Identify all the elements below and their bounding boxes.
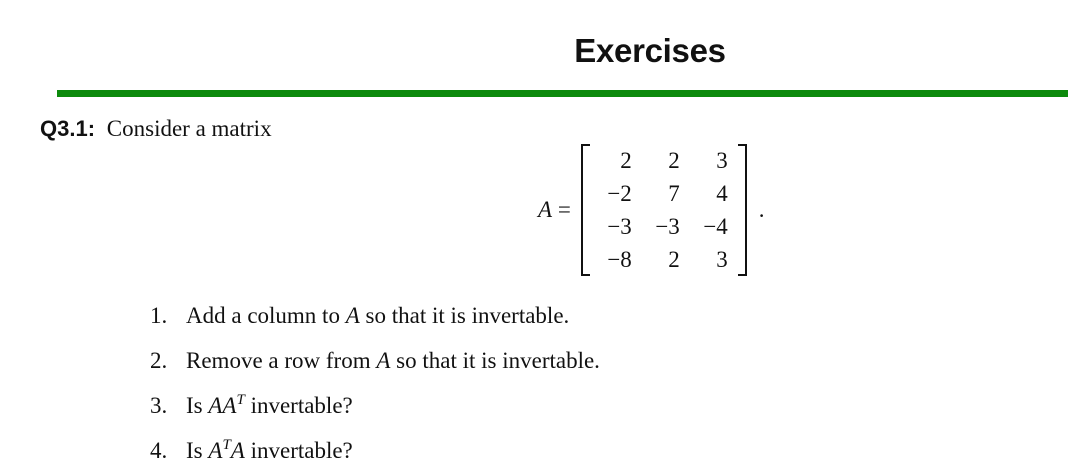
matrix-cell: 7 (668, 181, 680, 206)
question-label: Q3.1: (40, 116, 96, 141)
matrix-cell: 2 (668, 148, 680, 173)
item-number: 1. (150, 303, 168, 328)
item-superscript: T (222, 437, 231, 453)
item-text-pre: Is (186, 393, 209, 418)
left-bracket (581, 144, 590, 276)
equation-lhs (538, 197, 571, 223)
item-number: 2. (150, 348, 168, 373)
item-text-post: so that it is invertable. (390, 348, 600, 373)
matrix-cell: 4 (716, 181, 728, 206)
matrix-row (592, 177, 736, 210)
item-variable: A (376, 348, 391, 373)
page-title: Exercises (574, 32, 726, 69)
right-bracket (738, 144, 747, 276)
exercise-item (150, 345, 600, 390)
matrix-cell: −3 (607, 214, 632, 239)
matrix-row (592, 144, 736, 177)
item-text-post: invertable? (244, 393, 353, 418)
item-text-pre: Add a column to (186, 303, 346, 328)
question-prompt: Consider a matrix (106, 116, 272, 141)
matrix-cell: −3 (655, 214, 680, 239)
exercise-list (150, 300, 600, 476)
item-text-post: invertable? (244, 438, 353, 463)
matrix-A (592, 144, 736, 276)
matrix-cell: −8 (607, 247, 632, 272)
item-text-pre: Is (186, 438, 209, 463)
item-variable-2: A (230, 438, 245, 463)
matrix-equation (538, 142, 765, 278)
item-number: 4. (150, 438, 168, 463)
item-text-post: so that it is invertable. (359, 303, 570, 328)
item-number: 3. (150, 393, 168, 418)
matrix-cell: 3 (716, 247, 728, 272)
matrix-cell: −2 (607, 181, 632, 206)
lhs-variable: A (538, 197, 553, 222)
exercise-item (150, 435, 600, 476)
matrix-cell: 2 (668, 247, 680, 272)
matrix-row (592, 243, 736, 276)
equals-sign: = (557, 197, 571, 222)
exercise-item (150, 390, 600, 435)
item-superscript: T (236, 392, 245, 408)
matrix-cell: 2 (620, 148, 632, 173)
item-text-pre: Remove a row from (186, 348, 377, 373)
matrix-cell: −4 (703, 214, 728, 239)
item-variable: A (208, 438, 223, 463)
item-variable: A (345, 303, 360, 328)
exercise-item (150, 300, 600, 345)
question-line (40, 116, 272, 142)
item-variable: AA (208, 393, 237, 418)
matrix-row (592, 210, 736, 243)
matrix-cell: 3 (716, 148, 728, 173)
green-divider (57, 90, 1068, 97)
equation-period: . (758, 197, 765, 222)
